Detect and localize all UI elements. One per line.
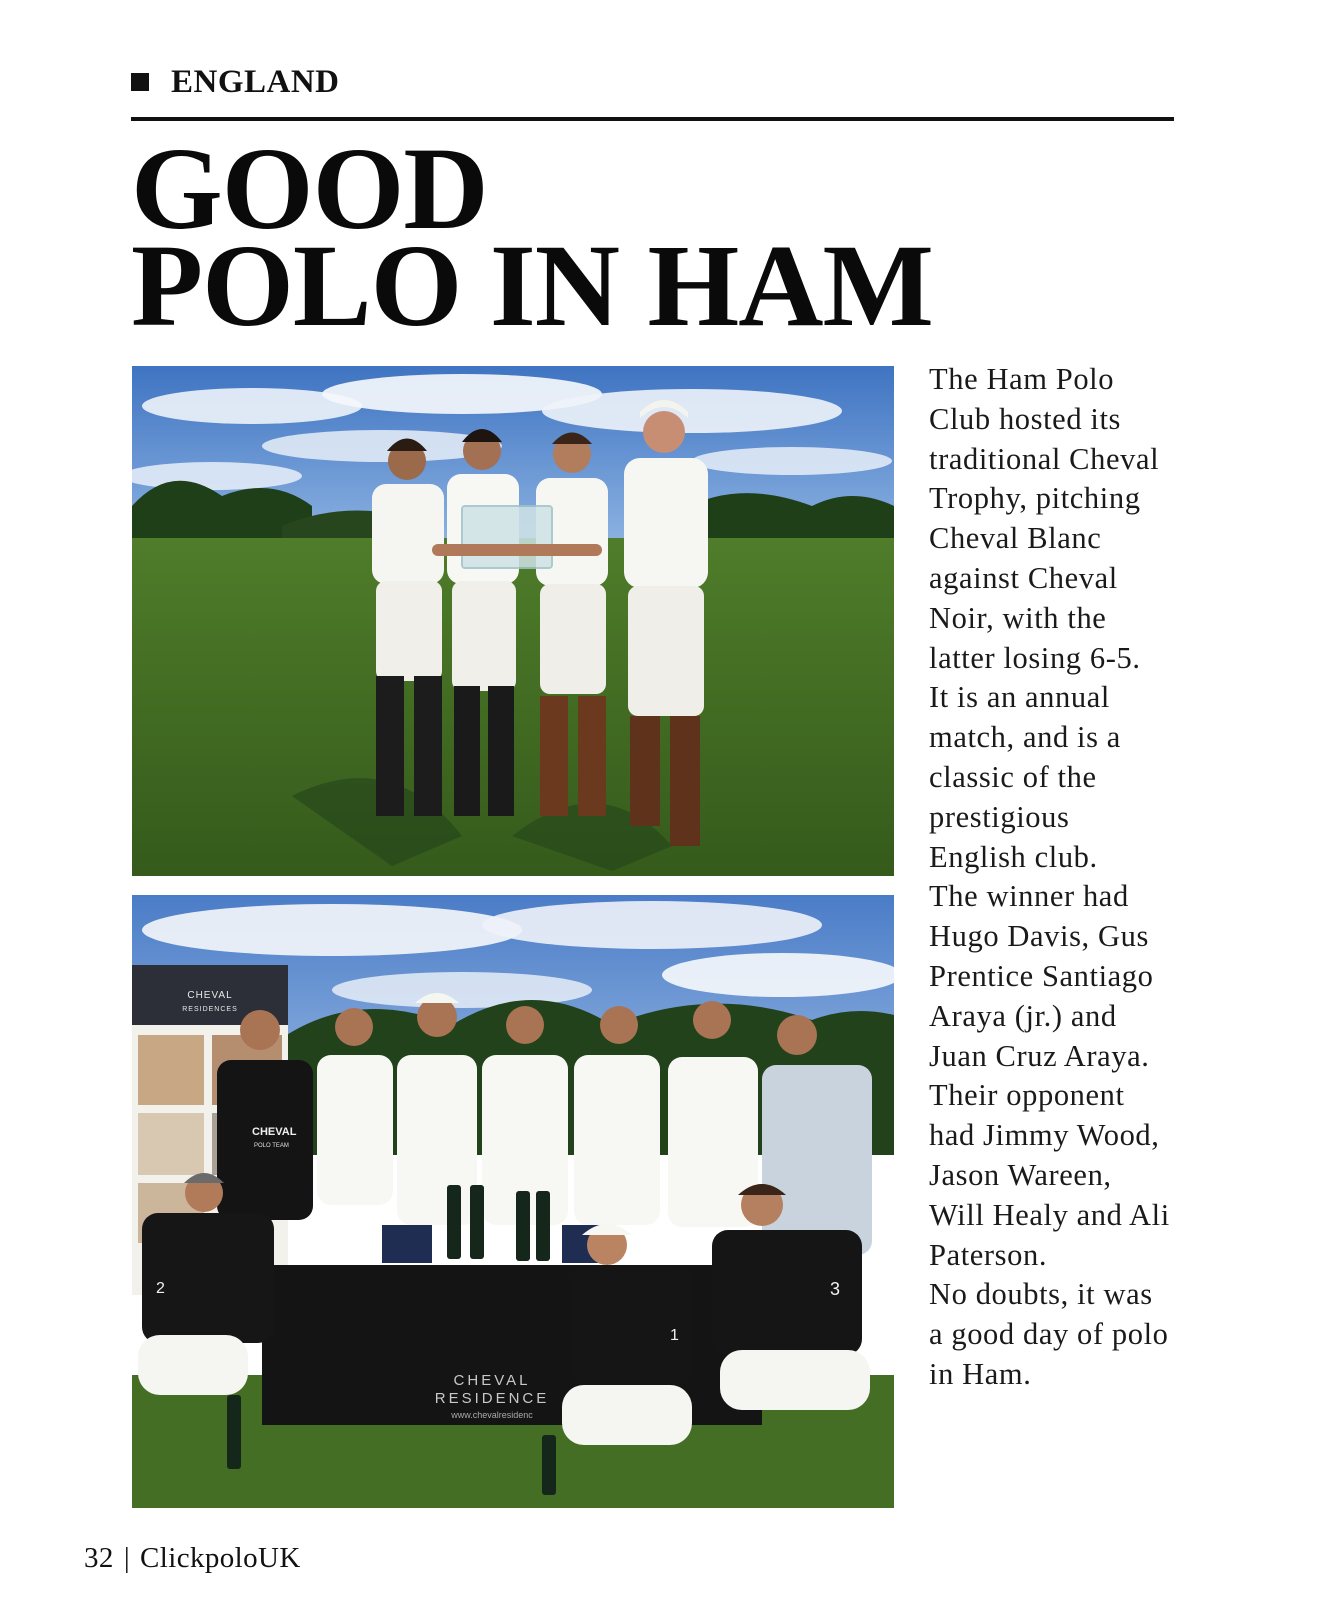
jersey-text: CHEVAL xyxy=(252,1126,297,1138)
page-footer xyxy=(84,1542,301,1575)
banner-sub: RESIDENCES xyxy=(182,1006,238,1013)
body-paragraph: It is an annual match, and is a classic of the prestigious English club. xyxy=(929,680,1121,874)
banner-brand: CHEVAL xyxy=(187,990,233,1001)
photo-trophy-players xyxy=(132,366,894,876)
table-url: www.chevalresidenc xyxy=(451,1410,533,1420)
headline xyxy=(131,123,1031,351)
body-paragraph: No doubts, it was a good day of polo in Ham. xyxy=(929,1277,1169,1391)
table-sub: RESIDENCE xyxy=(434,1390,550,1407)
header-rule xyxy=(131,117,1174,121)
photo-team-group xyxy=(132,895,894,1508)
footer-separator: | xyxy=(123,1542,131,1574)
jersey-sub: POLO TEAM xyxy=(254,1143,289,1149)
article-body xyxy=(929,360,1174,1395)
headline-line-1: GOOD xyxy=(131,123,488,254)
section-tag xyxy=(131,62,340,102)
body-paragraph: Their opponent had Jimmy Wood, Jason Wareen, Will Healy and Ali Paterson. xyxy=(929,1078,1170,1272)
body-paragraph: The winner had Hugo Davis, Gus Prentice Santiago Araya (jr.) and Juan Cruz Araya. xyxy=(929,879,1154,1073)
headline-line-2: POLO IN HAM xyxy=(131,220,933,351)
jersey-number-center: 1 xyxy=(670,1327,679,1344)
jersey-number-left: 2 xyxy=(156,1280,165,1297)
jersey-number-right: 3 xyxy=(830,1279,841,1299)
page-number: 32 xyxy=(84,1542,114,1574)
section-square-icon xyxy=(131,73,149,91)
table-brand: CHEVAL xyxy=(453,1372,531,1389)
publication-name: ClickpoloUK xyxy=(140,1542,301,1574)
body-paragraph: The Ham Polo Club hosted its traditional Cheval Trophy, pitching Cheval Blanc against Cheval Noir, with the latter losing 6-5. xyxy=(929,362,1160,675)
section-label: ENGLAND xyxy=(171,63,340,100)
